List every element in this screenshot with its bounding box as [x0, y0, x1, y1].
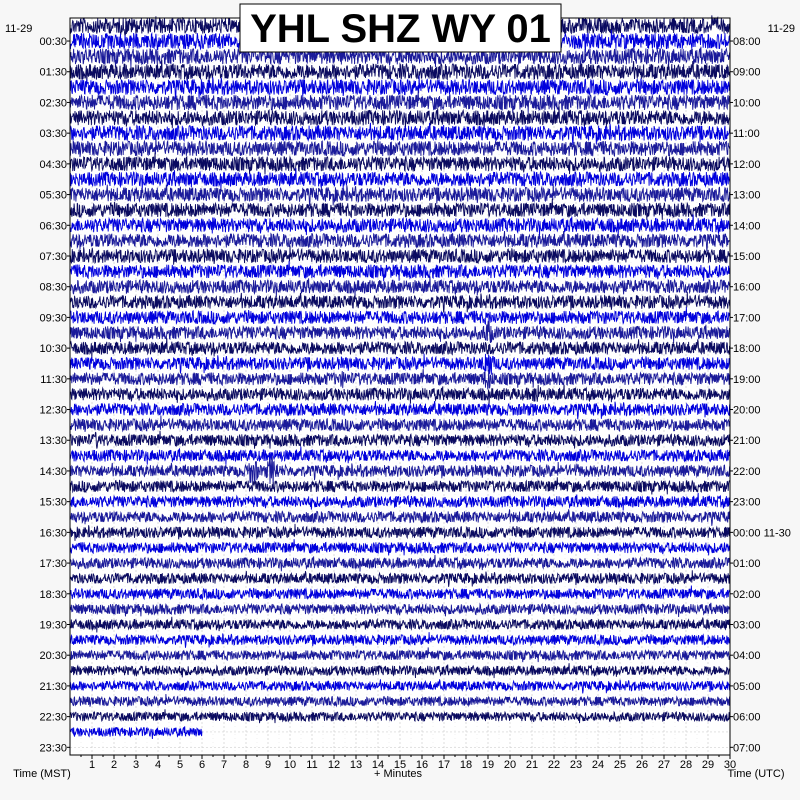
right-tick-label: 22:00 [733, 465, 761, 478]
right-axis-title: Time (UTC) [727, 768, 785, 780]
x-tick-label: 7 [220, 759, 228, 771]
right-tick-label: 01:00 [733, 558, 761, 571]
right-tick-label: 15:00 [733, 250, 761, 263]
left-tick-label: 01:30 [39, 66, 67, 79]
right-tick-label: 00:00 11-30 [733, 527, 791, 540]
left-tick-label: 19:30 [39, 619, 67, 632]
right-tick-label: 14:00 [733, 220, 761, 233]
x-tick-label: 8 [242, 759, 250, 771]
left-tick-label: 21:30 [39, 680, 67, 693]
left-tick-label: 17:30 [39, 558, 67, 571]
right-tick-label: 21:00 [733, 435, 761, 448]
right-tick-label: 12:00 [733, 158, 761, 171]
left-tick-label: 10:30 [39, 343, 67, 356]
left-tick-label: 02:30 [39, 97, 67, 110]
right-tick-label: 07:00 [733, 742, 761, 755]
x-tick-label: 17 [437, 759, 451, 771]
left-tick-label: 04:30 [39, 158, 67, 171]
chart-title: YHL SHZ WY 01 [250, 7, 551, 51]
left-tick-label: 20:30 [39, 650, 67, 663]
x-tick-label: 9 [264, 759, 272, 771]
x-tick-label: 2 [110, 759, 118, 771]
left-tick-label: 06:30 [39, 220, 67, 233]
left-tick-label: 18:30 [39, 588, 67, 601]
x-tick-label: 13 [349, 759, 363, 771]
x-tick-label: 22 [547, 759, 561, 771]
right-tick-label: 11:00 [733, 128, 760, 141]
x-tick-label: 4 [154, 759, 162, 771]
left-tick-label: 16:30 [39, 527, 67, 540]
right-tick-label: 02:00 [733, 588, 761, 601]
right-tick-label: 13:00 [733, 189, 761, 202]
x-tick-label: 10 [283, 759, 297, 771]
x-tick-label: 12 [327, 759, 341, 771]
left-tick-label: 22:30 [39, 711, 67, 724]
left-date-label: 11-29 [5, 23, 33, 35]
left-tick-label: 15:30 [39, 496, 67, 509]
x-tick-label: 5 [176, 759, 184, 771]
left-tick-label: 11:30 [40, 373, 67, 386]
x-tick-label: 20 [503, 759, 517, 771]
right-tick-label: 16:00 [733, 281, 761, 294]
right-tick-label: 10:00 [733, 97, 761, 110]
left-axis-title: Time (MST) [13, 768, 71, 780]
right-tick-label: 18:00 [733, 343, 761, 356]
x-tick-label: 21 [525, 759, 539, 771]
left-tick-label: 14:30 [39, 465, 67, 478]
left-tick-label: 05:30 [39, 189, 67, 202]
left-tick-label: 08:30 [39, 281, 67, 294]
x-tick-label: 3 [132, 759, 140, 771]
right-tick-label: 05:00 [733, 680, 761, 693]
left-tick-label: 07:30 [39, 250, 67, 263]
x-tick-label: 23 [569, 759, 583, 771]
x-tick-label: 30 [723, 759, 737, 771]
x-tick-label: 28 [679, 759, 693, 771]
left-tick-label: 13:30 [39, 435, 67, 448]
left-tick-label: 23:30 [39, 742, 67, 755]
x-tick-label: 15 [393, 759, 407, 771]
left-tick-label: 00:30 [39, 36, 67, 49]
x-tick-label: 11 [306, 759, 318, 771]
left-tick-label: 03:30 [39, 128, 67, 141]
right-tick-label: 17:00 [733, 312, 761, 325]
right-tick-label: 19:00 [733, 373, 761, 386]
right-tick-label: 03:00 [733, 619, 761, 632]
left-tick-label: 09:30 [39, 312, 67, 325]
x-tick-label: 29 [701, 759, 715, 771]
x-tick-label: 18 [459, 759, 473, 771]
x-tick-label: 27 [657, 759, 671, 771]
right-tick-label: 04:00 [733, 650, 761, 663]
right-tick-label: 09:00 [733, 66, 761, 79]
x-tick-label: 1 [88, 759, 96, 771]
x-tick-label: 14 [371, 759, 385, 771]
x-tick-label: 6 [198, 759, 206, 771]
right-tick-label: 08:00 [733, 36, 761, 49]
x-tick-label: 26 [635, 759, 649, 771]
right-tick-label: 23:00 [733, 496, 761, 509]
right-tick-label: 06:00 [733, 711, 761, 724]
x-tick-label: 25 [613, 759, 627, 771]
x-tick-label: 19 [481, 759, 495, 771]
x-axis-title: + Minutes [374, 768, 422, 780]
x-tick-label: 16 [415, 759, 429, 771]
right-tick-label: 20:00 [733, 404, 761, 417]
right-date-label: 11-29 [767, 23, 795, 35]
x-tick-label: 24 [591, 759, 605, 771]
left-tick-label: 12:30 [39, 404, 67, 417]
